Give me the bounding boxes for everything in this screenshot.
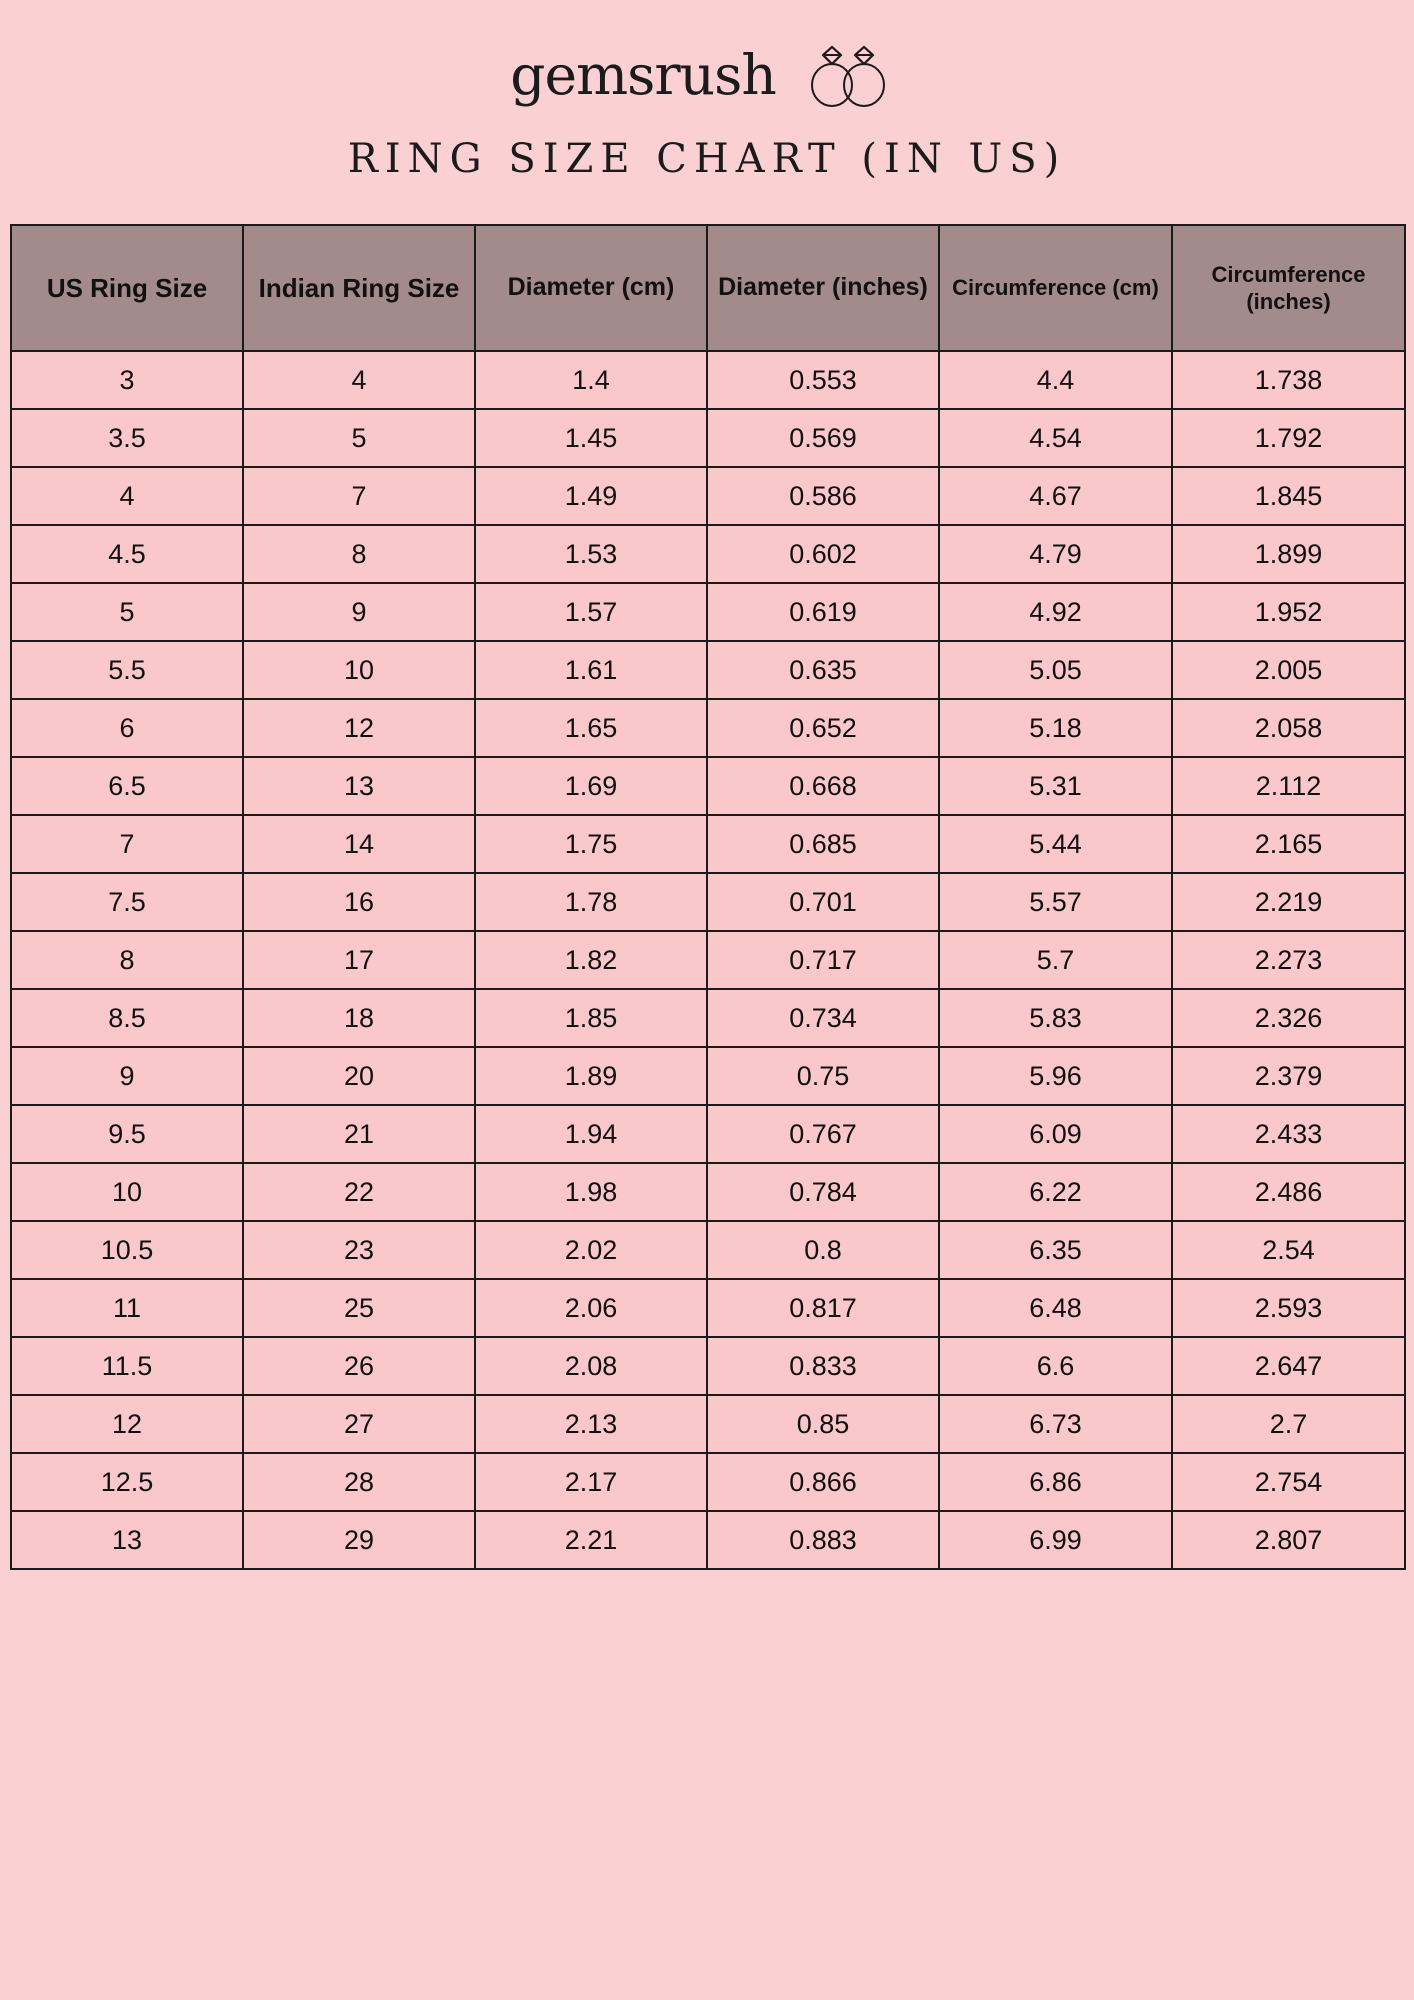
cell-us-size: 10.5 xyxy=(11,1221,243,1279)
cell-circumference-in: 1.738 xyxy=(1172,351,1405,409)
table-header-row xyxy=(11,225,1405,351)
brand-header xyxy=(0,0,1414,110)
cell-diameter-in: 0.652 xyxy=(707,699,939,757)
table-row xyxy=(11,1047,1405,1105)
cell-circumference-cm: 5.7 xyxy=(939,931,1172,989)
column-header-indian-ring-size: Indian Ring Size xyxy=(243,225,475,351)
table-row xyxy=(11,1511,1405,1569)
cell-diameter-cm: 1.57 xyxy=(475,583,707,641)
table-row xyxy=(11,583,1405,641)
cell-circumference-cm: 6.35 xyxy=(939,1221,1172,1279)
cell-circumference-cm: 6.09 xyxy=(939,1105,1172,1163)
cell-diameter-cm: 1.78 xyxy=(475,873,707,931)
cell-us-size: 12 xyxy=(11,1395,243,1453)
table-row xyxy=(11,1221,1405,1279)
table-row xyxy=(11,989,1405,1047)
cell-circumference-in: 2.593 xyxy=(1172,1279,1405,1337)
cell-indian-size: 10 xyxy=(243,641,475,699)
cell-circumference-cm: 5.83 xyxy=(939,989,1172,1047)
cell-us-size: 6.5 xyxy=(11,757,243,815)
cell-indian-size: 12 xyxy=(243,699,475,757)
cell-diameter-in: 0.8 xyxy=(707,1221,939,1279)
cell-diameter-cm: 1.75 xyxy=(475,815,707,873)
cell-circumference-in: 1.899 xyxy=(1172,525,1405,583)
cell-circumference-cm: 4.67 xyxy=(939,467,1172,525)
table-row xyxy=(11,873,1405,931)
cell-circumference-cm: 4.4 xyxy=(939,351,1172,409)
cell-circumference-cm: 6.99 xyxy=(939,1511,1172,1569)
cell-circumference-in: 2.326 xyxy=(1172,989,1405,1047)
cell-diameter-in: 0.569 xyxy=(707,409,939,467)
cell-diameter-cm: 1.49 xyxy=(475,467,707,525)
cell-indian-size: 14 xyxy=(243,815,475,873)
table-row xyxy=(11,641,1405,699)
cell-us-size: 9 xyxy=(11,1047,243,1105)
cell-circumference-in: 2.379 xyxy=(1172,1047,1405,1105)
cell-circumference-in: 2.005 xyxy=(1172,641,1405,699)
table-row xyxy=(11,1163,1405,1221)
cell-us-size: 11 xyxy=(11,1279,243,1337)
cell-circumference-in: 2.165 xyxy=(1172,815,1405,873)
cell-diameter-in: 0.734 xyxy=(707,989,939,1047)
table-body xyxy=(11,351,1405,1569)
cell-diameter-in: 0.784 xyxy=(707,1163,939,1221)
cell-circumference-cm: 4.54 xyxy=(939,409,1172,467)
cell-indian-size: 13 xyxy=(243,757,475,815)
table-row xyxy=(11,525,1405,583)
cell-circumference-cm: 5.57 xyxy=(939,873,1172,931)
cell-us-size: 9.5 xyxy=(11,1105,243,1163)
cell-circumference-in: 1.952 xyxy=(1172,583,1405,641)
cell-us-size: 13 xyxy=(11,1511,243,1569)
cell-indian-size: 9 xyxy=(243,583,475,641)
cell-circumference-cm: 4.92 xyxy=(939,583,1172,641)
cell-circumference-in: 2.219 xyxy=(1172,873,1405,931)
cell-us-size: 12.5 xyxy=(11,1453,243,1511)
cell-indian-size: 17 xyxy=(243,931,475,989)
cell-circumference-cm: 6.86 xyxy=(939,1453,1172,1511)
table-row xyxy=(11,1453,1405,1511)
cell-indian-size: 25 xyxy=(243,1279,475,1337)
cell-indian-size: 29 xyxy=(243,1511,475,1569)
cell-us-size: 5 xyxy=(11,583,243,641)
table-row xyxy=(11,1279,1405,1337)
cell-indian-size: 7 xyxy=(243,467,475,525)
cell-circumference-in: 2.433 xyxy=(1172,1105,1405,1163)
cell-diameter-cm: 2.08 xyxy=(475,1337,707,1395)
cell-indian-size: 28 xyxy=(243,1453,475,1511)
cell-indian-size: 16 xyxy=(243,873,475,931)
table-row xyxy=(11,757,1405,815)
cell-circumference-cm: 6.6 xyxy=(939,1337,1172,1395)
column-header-circumference-inches: Circumference (inches) xyxy=(1172,225,1405,351)
cell-diameter-cm: 2.21 xyxy=(475,1511,707,1569)
cell-diameter-in: 0.619 xyxy=(707,583,939,641)
cell-circumference-cm: 5.44 xyxy=(939,815,1172,873)
cell-diameter-cm: 1.53 xyxy=(475,525,707,583)
table-row xyxy=(11,1337,1405,1395)
cell-diameter-in: 0.553 xyxy=(707,351,939,409)
cell-diameter-in: 0.767 xyxy=(707,1105,939,1163)
cell-us-size: 3.5 xyxy=(11,409,243,467)
cell-us-size: 8.5 xyxy=(11,989,243,1047)
table-header xyxy=(11,225,1405,351)
cell-diameter-in: 0.668 xyxy=(707,757,939,815)
cell-indian-size: 27 xyxy=(243,1395,475,1453)
cell-circumference-cm: 5.96 xyxy=(939,1047,1172,1105)
cell-diameter-in: 0.85 xyxy=(707,1395,939,1453)
cell-circumference-cm: 4.79 xyxy=(939,525,1172,583)
cell-diameter-in: 0.586 xyxy=(707,467,939,525)
cell-diameter-cm: 1.4 xyxy=(475,351,707,409)
cell-us-size: 7 xyxy=(11,815,243,873)
cell-diameter-in: 0.635 xyxy=(707,641,939,699)
cell-circumference-cm: 5.18 xyxy=(939,699,1172,757)
cell-diameter-in: 0.75 xyxy=(707,1047,939,1105)
cell-indian-size: 5 xyxy=(243,409,475,467)
brand-logo-text: gemsrush xyxy=(510,42,776,107)
cell-indian-size: 23 xyxy=(243,1221,475,1279)
cell-circumference-in: 2.754 xyxy=(1172,1453,1405,1511)
cell-diameter-cm: 2.13 xyxy=(475,1395,707,1453)
cell-circumference-in: 2.486 xyxy=(1172,1163,1405,1221)
cell-circumference-in: 2.7 xyxy=(1172,1395,1405,1453)
cell-circumference-in: 2.54 xyxy=(1172,1221,1405,1279)
cell-indian-size: 18 xyxy=(243,989,475,1047)
cell-indian-size: 26 xyxy=(243,1337,475,1395)
cell-circumference-cm: 6.73 xyxy=(939,1395,1172,1453)
cell-diameter-in: 0.866 xyxy=(707,1453,939,1511)
column-header-diameter-inches: Diameter (inches) xyxy=(707,225,939,351)
cell-diameter-cm: 1.89 xyxy=(475,1047,707,1105)
cell-circumference-cm: 5.05 xyxy=(939,641,1172,699)
table-row xyxy=(11,1395,1405,1453)
cell-circumference-in: 2.647 xyxy=(1172,1337,1405,1395)
table-row xyxy=(11,409,1405,467)
table-row xyxy=(11,699,1405,757)
cell-circumference-in: 2.112 xyxy=(1172,757,1405,815)
cell-indian-size: 22 xyxy=(243,1163,475,1221)
cell-diameter-in: 0.685 xyxy=(707,815,939,873)
cell-diameter-in: 0.833 xyxy=(707,1337,939,1395)
cell-us-size: 6 xyxy=(11,699,243,757)
cell-us-size: 10 xyxy=(11,1163,243,1221)
table-row xyxy=(11,467,1405,525)
cell-circumference-cm: 6.22 xyxy=(939,1163,1172,1221)
cell-diameter-cm: 1.94 xyxy=(475,1105,707,1163)
cell-us-size: 8 xyxy=(11,931,243,989)
column-header-us-ring-size: US Ring Size xyxy=(11,225,243,351)
table-row xyxy=(11,1105,1405,1163)
table-row xyxy=(11,931,1405,989)
cell-diameter-in: 0.701 xyxy=(707,873,939,931)
table-row xyxy=(11,815,1405,873)
column-header-circumference-cm: Circumference (cm) xyxy=(939,225,1172,351)
cell-circumference-cm: 5.31 xyxy=(939,757,1172,815)
cell-circumference-in: 2.807 xyxy=(1172,1511,1405,1569)
cell-us-size: 3 xyxy=(11,351,243,409)
cell-indian-size: 20 xyxy=(243,1047,475,1105)
cell-diameter-in: 0.602 xyxy=(707,525,939,583)
cell-circumference-in: 2.058 xyxy=(1172,699,1405,757)
cell-diameter-cm: 1.85 xyxy=(475,989,707,1047)
cell-us-size: 5.5 xyxy=(11,641,243,699)
cell-circumference-in: 1.845 xyxy=(1172,467,1405,525)
cell-diameter-cm: 1.45 xyxy=(475,409,707,467)
cell-diameter-cm: 2.02 xyxy=(475,1221,707,1279)
cell-circumference-in: 1.792 xyxy=(1172,409,1405,467)
cell-indian-size: 21 xyxy=(243,1105,475,1163)
cell-diameter-cm: 1.65 xyxy=(475,699,707,757)
page-title: RING SIZE CHART (IN US) xyxy=(347,136,1067,182)
cell-diameter-cm: 2.17 xyxy=(475,1453,707,1511)
cell-circumference-in: 2.273 xyxy=(1172,931,1405,989)
column-header-diameter-cm: Diameter (cm) xyxy=(475,225,707,351)
cell-indian-size: 8 xyxy=(243,525,475,583)
table-row xyxy=(11,351,1405,409)
cell-circumference-cm: 6.48 xyxy=(939,1279,1172,1337)
cell-indian-size: 4 xyxy=(243,351,475,409)
cell-diameter-cm: 1.61 xyxy=(475,641,707,699)
cell-us-size: 11.5 xyxy=(11,1337,243,1395)
cell-diameter-in: 0.817 xyxy=(707,1279,939,1337)
size-table-container xyxy=(10,224,1404,1570)
cell-us-size: 7.5 xyxy=(11,873,243,931)
ring-size-table xyxy=(10,224,1406,1570)
cell-us-size: 4 xyxy=(11,467,243,525)
cell-diameter-in: 0.883 xyxy=(707,1511,939,1569)
cell-diameter-cm: 2.06 xyxy=(475,1279,707,1337)
double-ring-icon xyxy=(794,40,904,110)
cell-diameter-cm: 1.69 xyxy=(475,757,707,815)
cell-diameter-in: 0.717 xyxy=(707,931,939,989)
cell-us-size: 4.5 xyxy=(11,525,243,583)
cell-diameter-cm: 1.98 xyxy=(475,1163,707,1221)
cell-diameter-cm: 1.82 xyxy=(475,931,707,989)
